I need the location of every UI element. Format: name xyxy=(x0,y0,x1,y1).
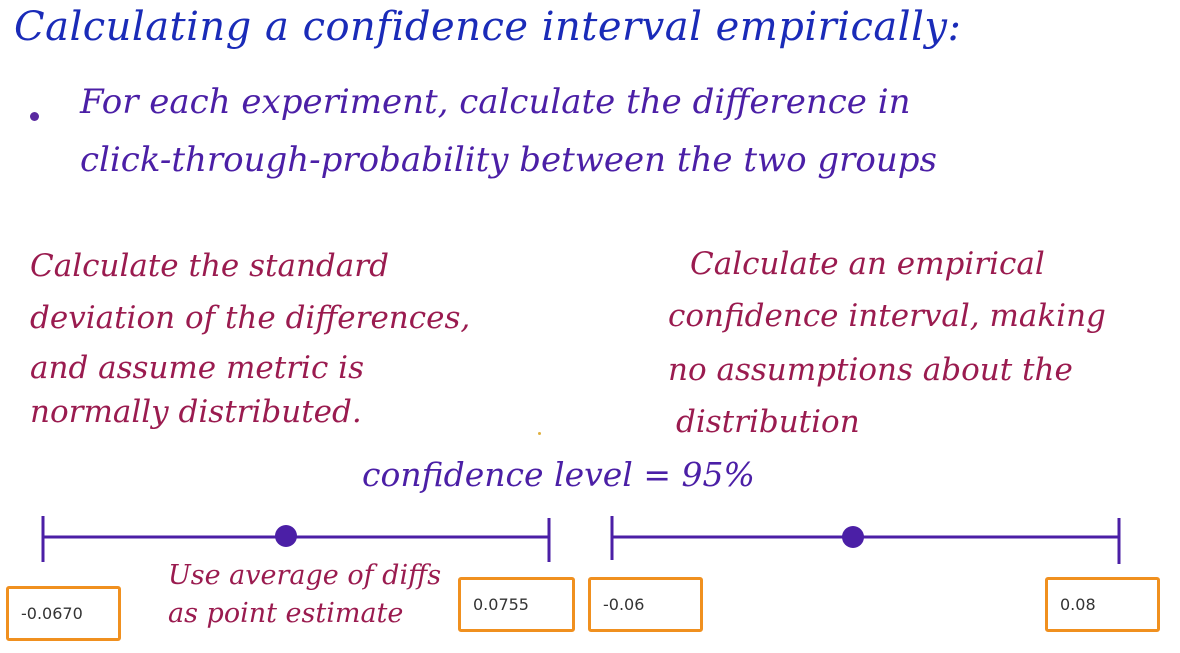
right-lower-bound-box xyxy=(588,577,703,632)
left-upper-bound-input[interactable] xyxy=(471,594,572,615)
right-upper-bound-input[interactable] xyxy=(1058,594,1157,615)
left-method-line-3: and assume metric is xyxy=(30,350,364,386)
right-interval-point-estimate xyxy=(842,526,864,548)
right-method-line-1: Calculate an empirical xyxy=(690,246,1045,282)
point-estimate-note-line-2: as point estimate xyxy=(168,598,404,629)
right-method-line-3: no assumptions about the xyxy=(668,352,1073,388)
left-lower-bound-box xyxy=(6,586,121,641)
bullet-line-2: click-through-probability between the two groups xyxy=(80,140,937,180)
left-upper-bound-box xyxy=(458,577,575,632)
right-upper-bound-box xyxy=(1045,577,1160,632)
page-title: Calculating a confidence interval empirically: xyxy=(14,4,962,50)
point-estimate-note-line-1: Use average of diffs xyxy=(168,560,442,591)
right-method-line-4: distribution xyxy=(676,404,860,440)
confidence-level-label: confidence level = 95% xyxy=(362,455,755,494)
right-lower-bound-input[interactable] xyxy=(601,594,700,615)
left-method-line-2: deviation of the differences, xyxy=(30,300,471,336)
bullet-line-1: For each experiment, calculate the difference in xyxy=(80,82,911,122)
left-lower-bound-input[interactable] xyxy=(19,603,118,624)
left-method-line-4: normally distributed. xyxy=(30,394,362,430)
left-interval-point-estimate xyxy=(275,525,297,547)
right-method-line-2: confidence interval, making xyxy=(668,298,1106,334)
left-method-line-1: Calculate the standard xyxy=(30,248,389,284)
right-interval xyxy=(612,516,1119,564)
